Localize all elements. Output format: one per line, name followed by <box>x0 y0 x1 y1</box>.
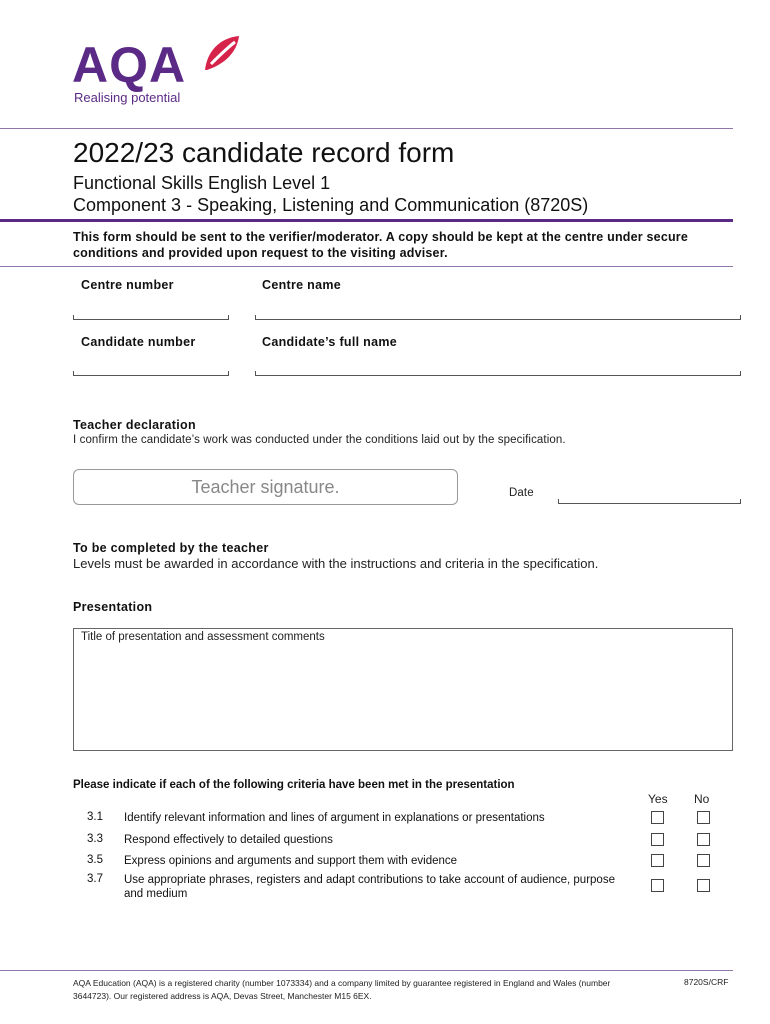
criterion-number: 3.1 <box>87 811 103 823</box>
criterion-number: 3.3 <box>87 833 103 845</box>
teacher-section-text: Levels must be awarded in accordance with the instructions and criteria in the specification. <box>73 556 599 571</box>
footer-divider <box>0 970 733 971</box>
subtitle-component: Component 3 - Speaking, Listening and Communication (8720S) <box>73 195 589 215</box>
title-divider <box>0 219 733 222</box>
declaration-heading: Teacher declaration <box>73 418 196 432</box>
candidate-name-field[interactable] <box>255 371 741 376</box>
page-title: 2022/23 candidate record form <box>73 137 455 168</box>
criterion-3-3-no-checkbox[interactable] <box>697 833 710 846</box>
criterion-3-1-yes-checkbox[interactable] <box>651 811 664 824</box>
aqa-logo-text: AQA <box>72 37 187 93</box>
criterion-3-1-no-checkbox[interactable] <box>697 811 710 824</box>
criterion-3-5-no-checkbox[interactable] <box>697 854 710 867</box>
criterion-3-7-no-checkbox[interactable] <box>697 879 710 892</box>
header-divider <box>0 128 733 129</box>
notice-divider <box>0 266 733 267</box>
criterion-text: Express opinions and arguments and support them with evidence <box>124 855 458 867</box>
criterion-text: Identify relevant information and lines of argument in explanations or presentations <box>124 812 545 824</box>
presentation-comments-box[interactable] <box>73 628 733 751</box>
declaration-text: I confirm the candidate’s work was conducted under the conditions laid out by the specification. <box>73 434 566 446</box>
footer-text: AQA Education (AQA) is a registered charity (number 1073334) and a company limited by guarantee registered in England and Wales (number 3644723). Our registered address is AQA, Devas Street, Manchester M15 6EX. <box>73 978 611 1001</box>
yes-column-label: Yes <box>648 792 668 806</box>
presentation-box-label: Title of presentation and assessment comments <box>81 631 325 643</box>
centre-name-field[interactable] <box>255 315 741 320</box>
teacher-signature-field[interactable] <box>73 469 458 505</box>
criterion-3-7-yes-checkbox[interactable] <box>651 879 664 892</box>
criterion-number: 3.7 <box>87 873 103 885</box>
criterion-3-3-yes-checkbox[interactable] <box>651 833 664 846</box>
candidate-number-field[interactable] <box>73 371 229 376</box>
presentation-heading: Presentation <box>73 600 153 614</box>
criteria-heading: Please indicate if each of the following criteria have been met in the presentation <box>73 779 515 791</box>
candidate-name-label: Candidate’s full name <box>262 335 398 349</box>
date-field[interactable] <box>558 499 741 504</box>
criterion-text: Respond effectively to detailed questions <box>124 834 333 846</box>
notice-text: This form should be sent to the verifier/moderator. A copy should be kept at the centre under secure conditions and provided upon request to the visiting adviser. <box>73 230 689 260</box>
aqa-leaf-icon <box>201 34 241 74</box>
centre-number-label: Centre number <box>81 278 174 292</box>
centre-name-label: Centre name <box>262 278 342 292</box>
logo-tagline: Realising potential <box>74 90 181 105</box>
centre-number-field[interactable] <box>73 315 229 320</box>
form-code: 8720S/CRF <box>684 977 729 987</box>
criterion-number: 3.5 <box>87 854 103 866</box>
no-column-label: No <box>694 792 710 806</box>
criterion-3-5-yes-checkbox[interactable] <box>651 854 664 867</box>
signature-placeholder: Teacher signature. <box>191 477 340 497</box>
teacher-section-heading: To be completed by the teacher <box>73 541 269 555</box>
criterion-text: Use appropriate phrases, registers and adapt contributions to take account of audience, purpose and medium <box>124 874 615 900</box>
subtitle-qualification: Functional Skills English Level 1 <box>73 173 331 193</box>
date-label: Date <box>509 487 534 499</box>
candidate-number-label: Candidate number <box>81 335 196 349</box>
